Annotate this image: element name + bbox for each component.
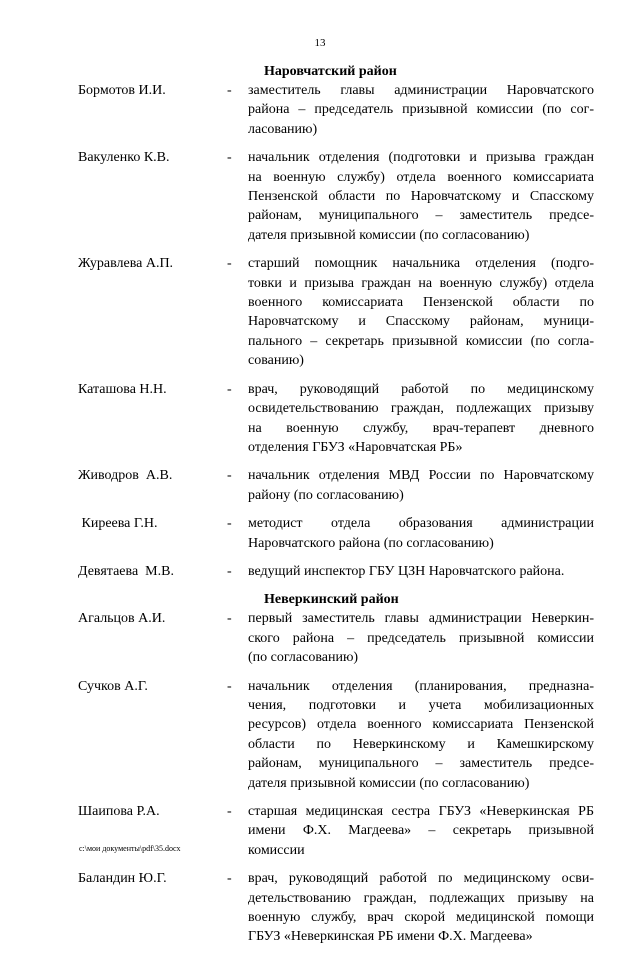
- position-text-line: имени Ф.Х. Магдеева» – секретарь призывной: [248, 823, 594, 839]
- position-text-line: военную службу, врач скорой медицинской помощи: [248, 910, 594, 926]
- position-text-line: Наровчатского района (по согласованию): [248, 535, 494, 551]
- dash-separator: -: [227, 516, 232, 532]
- dash-separator: -: [227, 678, 232, 694]
- position-text-line: товки и призыва граждан на военную службу) отдела: [248, 275, 594, 291]
- member-position: [248, 81, 594, 139]
- position-text-line: старшая медицинская сестра ГБУЗ «Неверкинская РБ: [248, 804, 594, 819]
- position-text-line: ведущий инспектор ГБУ ЦЗН Наровчатского района.: [248, 563, 565, 579]
- member-name: Вакуленко К.В.: [78, 150, 170, 166]
- district-heading: Неверкинский район: [264, 592, 399, 608]
- position-text-line: отделения ГБУЗ «Наровчатская РБ»: [248, 439, 463, 455]
- dash-separator: -: [227, 150, 232, 166]
- position-text-line: первый заместитель главы администрации Неверкин-: [248, 611, 594, 627]
- member-row: [0, 514, 640, 553]
- position-text-line: старший помощник начальника отделения (подго-: [248, 256, 594, 272]
- position-text-line: районам, муниципального – заместитель предсе-: [248, 756, 594, 772]
- member-name: Каташова Н.Н.: [78, 381, 167, 397]
- member-position: [248, 466, 594, 505]
- position-text-line: ресурсов) отдела военного комиссариата Пензенской: [248, 717, 594, 733]
- position-text-line: (по согласованию): [248, 650, 359, 666]
- commission-list: [0, 62, 640, 956]
- dash-separator: -: [227, 381, 232, 397]
- member-name: Журавлева А.П.: [78, 256, 174, 272]
- member-name: Живодров А.В.: [78, 468, 173, 484]
- member-row: [0, 609, 640, 667]
- position-text-line: на военную службу) отдела военного комиссариата: [248, 169, 594, 185]
- member-name: Киреева Г.Н.: [78, 516, 158, 532]
- member-name: Шаипова Р.А.: [78, 804, 160, 819]
- position-text-line: пального – секретарь призывной комиссии (по согла-: [248, 333, 594, 349]
- member-row: [0, 254, 640, 370]
- member-name: Бормотов И.И.: [78, 83, 166, 98]
- dash-separator: -: [227, 468, 232, 484]
- member-row: [0, 148, 640, 245]
- position-text-line: Наровчатскому и Спасскому районам, муници-: [248, 314, 594, 330]
- position-text-line: начальник отделения МВД России по Наровчатскому: [248, 468, 594, 484]
- position-text-line: на военную службу, врач-терапевт дневного: [248, 420, 594, 436]
- position-text-line: области по Неверкинскому и Камешкирскому: [248, 736, 594, 752]
- member-position: [248, 148, 594, 245]
- dash-separator: -: [227, 611, 232, 627]
- position-text-line: начальник отделения (планирования, предназна-: [248, 678, 594, 694]
- dash-separator: -: [227, 871, 232, 887]
- member-name: Девятаева М.В.: [78, 563, 174, 579]
- dash-separator: -: [227, 83, 232, 98]
- dash-separator: -: [227, 563, 232, 579]
- dash-separator: -: [227, 804, 232, 819]
- member-row: [0, 869, 640, 947]
- position-text-line: ГБУЗ «Неверкинская РБ имени Ф.Х. Магдеева»: [248, 929, 533, 945]
- position-text-line: району (по согласованию): [248, 487, 404, 503]
- member-row: [0, 562, 640, 581]
- member-position: [248, 380, 594, 458]
- position-text-line: ласованию): [248, 121, 318, 137]
- member-position: [248, 562, 594, 581]
- member-position: [248, 514, 594, 553]
- dash-separator: -: [227, 256, 232, 272]
- member-position: [248, 677, 594, 793]
- position-text-line: детельствованию граждан, подлежащих призыву на: [248, 890, 594, 906]
- position-text-line: методист отдела образования администрации: [248, 516, 594, 532]
- page-number: 13: [314, 37, 326, 49]
- position-text-line: начальник отделения (подготовки и призыва граждан: [248, 150, 594, 166]
- file-path-footer: c:\мои документы\pdf\35.docx: [79, 844, 181, 853]
- position-text-line: чения, подготовки и учета мобилизационных: [248, 697, 594, 713]
- member-row: [0, 380, 640, 458]
- position-text-line: врач, руководящий работой по медицинскому: [248, 381, 594, 397]
- position-text-line: Пензенской области по Наровчатскому и Спасскому: [248, 189, 594, 205]
- district-heading: Наровчатский район: [264, 64, 397, 79]
- member-row: [0, 677, 640, 793]
- member-position: [248, 802, 594, 860]
- member-position: [248, 254, 594, 370]
- position-text-line: дателя призывной комиссии (по согласованию): [248, 775, 530, 791]
- member-position: [248, 609, 594, 667]
- member-row: [0, 466, 640, 505]
- member-position: [248, 869, 594, 947]
- position-text-line: заместитель главы администрации Наровчатского: [248, 83, 594, 98]
- member-name: Агальцов А.И.: [78, 611, 166, 627]
- position-text-line: района – председатель призывной комиссии (по сог-: [248, 102, 594, 118]
- position-text-line: ского района – председатель призывной комиссии: [248, 630, 594, 646]
- position-text-line: военного комиссариата Пензенской области по: [248, 295, 594, 311]
- position-text-line: сованию): [248, 353, 304, 369]
- member-row: [0, 81, 640, 139]
- position-text-line: комиссии: [248, 842, 305, 858]
- position-text-line: врач, руководящий работой по медицинскому осви-: [248, 871, 594, 887]
- position-text-line: районам, муниципального – заместитель предсе-: [248, 208, 594, 224]
- member-name: Сучков А.Г.: [78, 678, 148, 694]
- position-text-line: дателя призывной комиссии (по согласованию): [248, 227, 530, 243]
- member-name: Баландин Ю.Г.: [78, 871, 167, 887]
- position-text-line: освидетельствованию граждан, подлежащих призыву: [248, 401, 594, 417]
